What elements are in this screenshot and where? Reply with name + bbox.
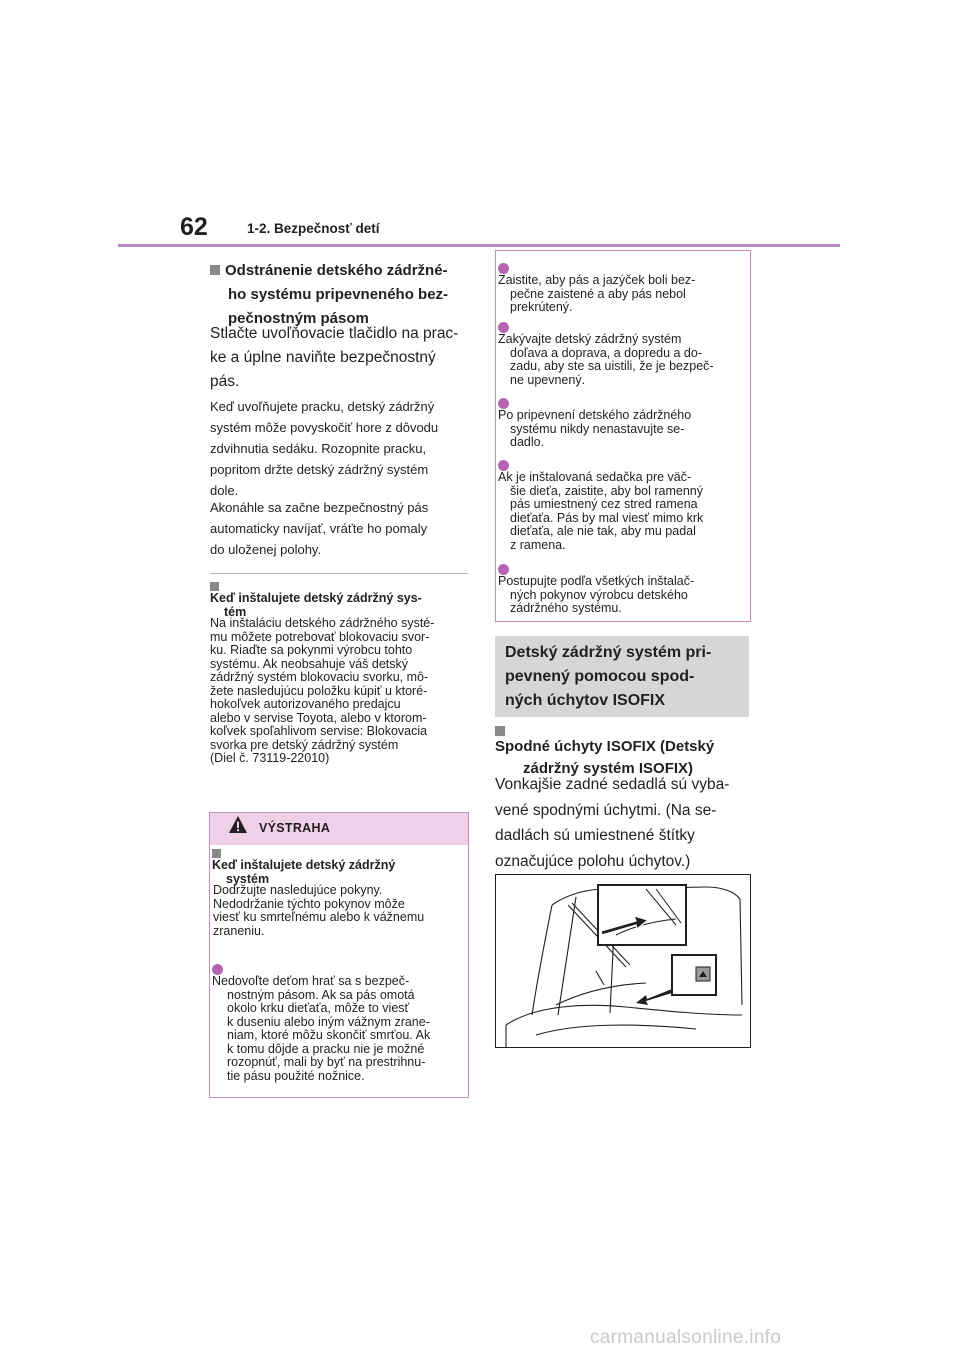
warning-title: VÝSTRAHA [259,821,331,835]
checklist-item: Zakývajte detský zádržný systém doľava a doprava, a dopredu a do- zadu, aby ste sa uistili, že je bezpeč- ne upevnený. [498,322,748,387]
square-bullet-icon [210,582,219,591]
square-bullet-icon [210,265,220,275]
heading-removal: Odstránenie detského zádržné- ho systému pripevneného bez- pečnostným pásom [210,259,472,331]
checklist-item: Ak je inštalovaná sedačka pre väč- šie dieťa, zaistite, aby bol ramenný pás umiestnený cez stred ramena dieťaťa. Pás by mal viesť mimo krk dieťaťa, ale nie tak, aby mu padal z ramena. [498,460,748,552]
warning-bullet: Nedovoľte deťom hrať sa s bezpeč- nostným pásom. Ak sa pás omotá okolo krku dieťaťa, môže to viesť k duseniu alebo iným vážnym zrane- niam, ktoré môžu skončiť smrťou. Ak k tomu dôjde a pracku nie je možné rozopnúť, mali by byť na prestrihnu- tie pásu použité nožnice. [212,964,466,1083]
warning-intro: Dodržujte nasledujúce pokyny. Nedodržanie týchto pokynov môže viesť ku smrteľnému alebo k vážnemu zraneniu. [213,883,425,938]
section-title: 1-2. Bezpečnosť detí [247,221,380,236]
section-divider [210,573,468,574]
watermark: carmanualsonline.info [590,1327,782,1348]
checklist-item: Po pripevnení detského zádržného systému nikdy nenastavujte se- dadlo. [498,398,748,450]
checklist-item: Zaistite, aby pás a jazýček boli bez- pečne zaistené a aby pás nebol prekrútený. [498,263,748,315]
square-bullet-icon [495,726,505,736]
warning-heading: Keď inštalujete detský zádržný systém [212,849,464,886]
warning-triangle-icon [228,815,248,835]
square-bullet-icon [212,849,221,858]
checklist-item: Postupujte podľa všetkých inštalač- ných pokynov výrobcu detského zádržného systému. [498,564,748,616]
heading-lower-anchors: Spodné úchyty ISOFIX (Detský zádržný systém ISOFIX) [495,726,757,780]
warning-header [210,813,468,845]
paragraph-isofix: Vonkajšie zadné sedadlá sú vyba- vené spodnými úchytmi. (Na se- dadlách sú umiestnené štítky označujúce polohu úchytov.) [495,776,730,870]
header-divider [118,244,840,247]
isofix-section-title: Detský zádržný systém pri- pevnený pomocou spod- ných úchytov ISOFIX [505,644,712,709]
isofix-seat-illustration [495,874,751,1048]
paragraph-retract-note: Akonáhle sa začne bezpečnostný pás automaticky navíjať, vráťte ho pomaly do uloženej polohy. [210,500,429,557]
paragraph-locking-clip: Na inštaláciu detského zádržného systé- mu môžete potrebovať blokovaciu svor- ku. Riaďte sa pokynmi výrobcu tohto systému. Ak neobsahuje váš detský zádržný systém blokovaciu svorku, mô- žete nasledujúcu položku kúpiť u ktoré- hokoľvek autorizovaného predajcu alebo v servise Toyota, alebo v ktorom- koľvek spoľahlivom servise: Blokovacia svorka pre detský zádržný systém (Diel č. 73119-22010) [210,616,435,765]
heading-installing: Keď inštalujete detský zádržný sys- tém [210,582,472,619]
paragraph-release-button: Stlačte uvoľňovacie tlačidlo na prac- ke a úplne naviňte bezpečnostný pás. [210,325,459,390]
page-number: 62 [180,213,208,241]
paragraph-buckle-note: Keď uvoľňujete pracku, detský zádržný systém môže povyskočiť hore z dôvodu zdvihnutia sedáku. Rozopnite pracku, popritom držte detský zádržný systém dole. [210,399,439,498]
